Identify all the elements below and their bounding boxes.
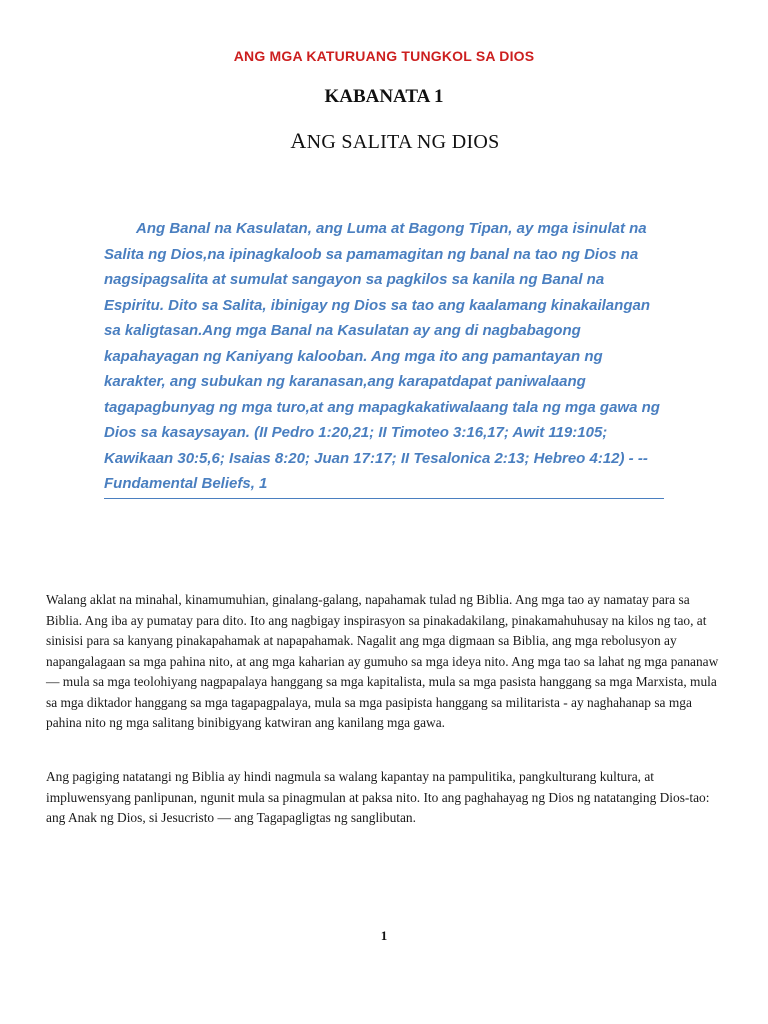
body-paragraph-1: Walang aklat na minahal, kinamumuhian, ginalang-galang, napahamak tulad ng Biblia. Ang mga tao ay namatay para sa Biblia. Ang iba ay pumatay para dito. Ito ang nagbigay inspirasyon sa pinakadakilang, pinakamahuhusay na kilos ng tao, at sinisisi para sa kanyang pinakapahamak at napapahamak. Nagalit ang mga digmaan sa Biblia, ang mga rebolusyon ay napangalagaan sa mga pahina nito, at ang mga kaharian ay gumuho sa mga ideya nito. Ang mga tao sa lahat ng mga pananaw — mula sa mga teolohiyang nagpapalaya hanggang sa mga kapitalista, mula sa mga pasista hanggang sa mga Marxista, mula sa mga diktador hanggang sa mga tagapagpalaya, mula sa mga pasipista hanggang sa militarista - ay naghahanap sa mga pahina nito ng mga salitang binibigyang katwiran ang kanilang mga gawa. bbox=[46, 592, 719, 730]
section-title bbox=[0, 128, 768, 154]
chapter-title: KABANATA 1 bbox=[324, 86, 444, 107]
body-paragraph-2: Ang pagiging natatangi ng Biblia ay hindi nagmula sa walang kapantay na pampulitika, pangkulturang kultura, at impluwensyang panlipunan, ngunit mula sa pinagmulan at paksa nito. Ito ang paghahayag ng Dios ng natatanging Dios-tao: ang Anak ng Dios, si Jesucristo — ang Tagapagligtas ng sanglibutan. bbox=[46, 769, 710, 825]
section-title-initial: A bbox=[290, 128, 307, 153]
quote-divider bbox=[104, 498, 664, 499]
document-heading: ANG MGA KATURUANG TUNGKOL SA DIOS bbox=[233, 48, 535, 64]
scripture-quote: Ang Banal na Kasulatan, ang Luma at Bagong Tipan, ay mga isinulat na Salita ng Dios,na ipinagkaloob sa pamamagitan ng banal na tao ng Dios na nagsipagsalita at sumulat sangayon sa pagkilos sa kanila ng Banal na Espiritu. Dito sa Salita, ibinigay ng Dios sa tao ang kaalamang kinakailangan sa kaligtasan.Ang mga Banal na Kasulatan ay ang di nagbabagong kapahayagan ng Kaniyang kalooban. Ang mga ito ang pamantayan ng karakter, ang subukan ng karanasan,ang karapatdapat paniwalaang tagapagbunyag ng mga turo,at ang mapagkakatiwalaang tala ng mga gawa ng Dios sa kasaysayan. (II Pedro 1:20,21; II Timoteo 3:16,17; Awit 119:105; Kawikaan 30:5,6; Isaias 8:20; Juan 17:17; II Tesalonica 2:13; Hebreo 4:12) - --Fundamental Beliefs, 1 bbox=[104, 220, 660, 492]
page-number: 1 bbox=[380, 928, 388, 943]
section-title-rest: NG SALITA NG DIOS bbox=[306, 131, 500, 153]
